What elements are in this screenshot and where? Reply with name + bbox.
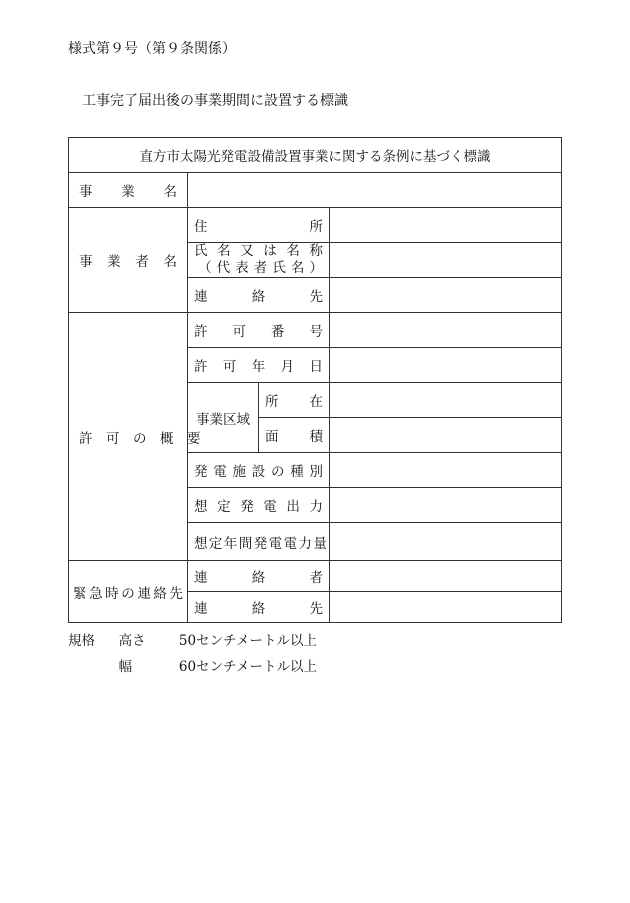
spec-height-value: 50センチメートル以上 xyxy=(178,633,318,649)
business-area-label: 事業区域 xyxy=(188,383,259,453)
form-number: 様式第９号（第９条関係） xyxy=(68,41,236,57)
emergency-label: 緊急時の連絡先 xyxy=(69,561,188,623)
permit-number-row xyxy=(69,313,562,348)
emergency-contact-value xyxy=(330,592,562,623)
spec-height-label: 高さ xyxy=(118,633,146,649)
area-location-value xyxy=(330,383,562,418)
spec-width xyxy=(68,655,317,675)
emergency-person-row xyxy=(69,561,562,592)
operator-contact-label: 連 絡 先 xyxy=(188,278,330,313)
spec-width-value: 60センチメートル以上 xyxy=(178,659,318,675)
document-heading: 工事完了届出後の事業期間に設置する標識 xyxy=(82,93,348,109)
spec-width-label: 幅 xyxy=(118,659,133,675)
operator-contact-value xyxy=(330,278,562,313)
expected-annual-power-value xyxy=(330,523,562,561)
facility-type-label: 発電施設の種別 xyxy=(188,453,330,488)
operator-name-line1: 氏名又は名称 xyxy=(194,243,323,259)
operator-address-row xyxy=(69,208,562,243)
operator-name-value xyxy=(330,243,562,278)
operator-address-value xyxy=(330,208,562,243)
permit-number-value xyxy=(330,313,562,348)
permit-label: 許 可 の 概 要 xyxy=(69,313,188,561)
emergency-person-label: 連 絡 者 xyxy=(188,561,330,592)
table-title: 直方市太陽光発電設備設置事業に関する条例に基づく標識 xyxy=(69,138,562,173)
business-name-row xyxy=(69,173,562,208)
permit-number-label: 許 可 番 号 xyxy=(188,313,330,348)
area-size-value xyxy=(330,418,562,453)
area-size-label: 面 積 xyxy=(259,418,330,453)
emergency-contact-label: 連 絡 先 xyxy=(188,592,330,623)
business-name-value xyxy=(188,173,562,208)
facility-type-value xyxy=(330,453,562,488)
operator-name-label xyxy=(188,243,330,278)
expected-annual-power-label: 想定年間発電電力量 xyxy=(188,523,330,561)
operator-label: 事 業 者 名 xyxy=(69,208,188,313)
emergency-person-value xyxy=(330,561,562,592)
permit-date-label: 許 可 年 月 日 xyxy=(188,348,330,383)
spec-height xyxy=(68,629,317,649)
sign-table xyxy=(68,137,562,623)
area-location-label: 所 在 xyxy=(259,383,330,418)
expected-output-label: 想定発電出力 xyxy=(188,488,330,523)
expected-output-value xyxy=(330,488,562,523)
spec-label: 規格 xyxy=(68,633,95,649)
operator-name-line2: （代表者氏名） xyxy=(198,260,323,276)
permit-date-value xyxy=(330,348,562,383)
operator-address-label: 住 所 xyxy=(188,208,330,243)
table-title-row xyxy=(69,138,562,173)
business-name-label: 事 業 名 xyxy=(69,173,188,208)
